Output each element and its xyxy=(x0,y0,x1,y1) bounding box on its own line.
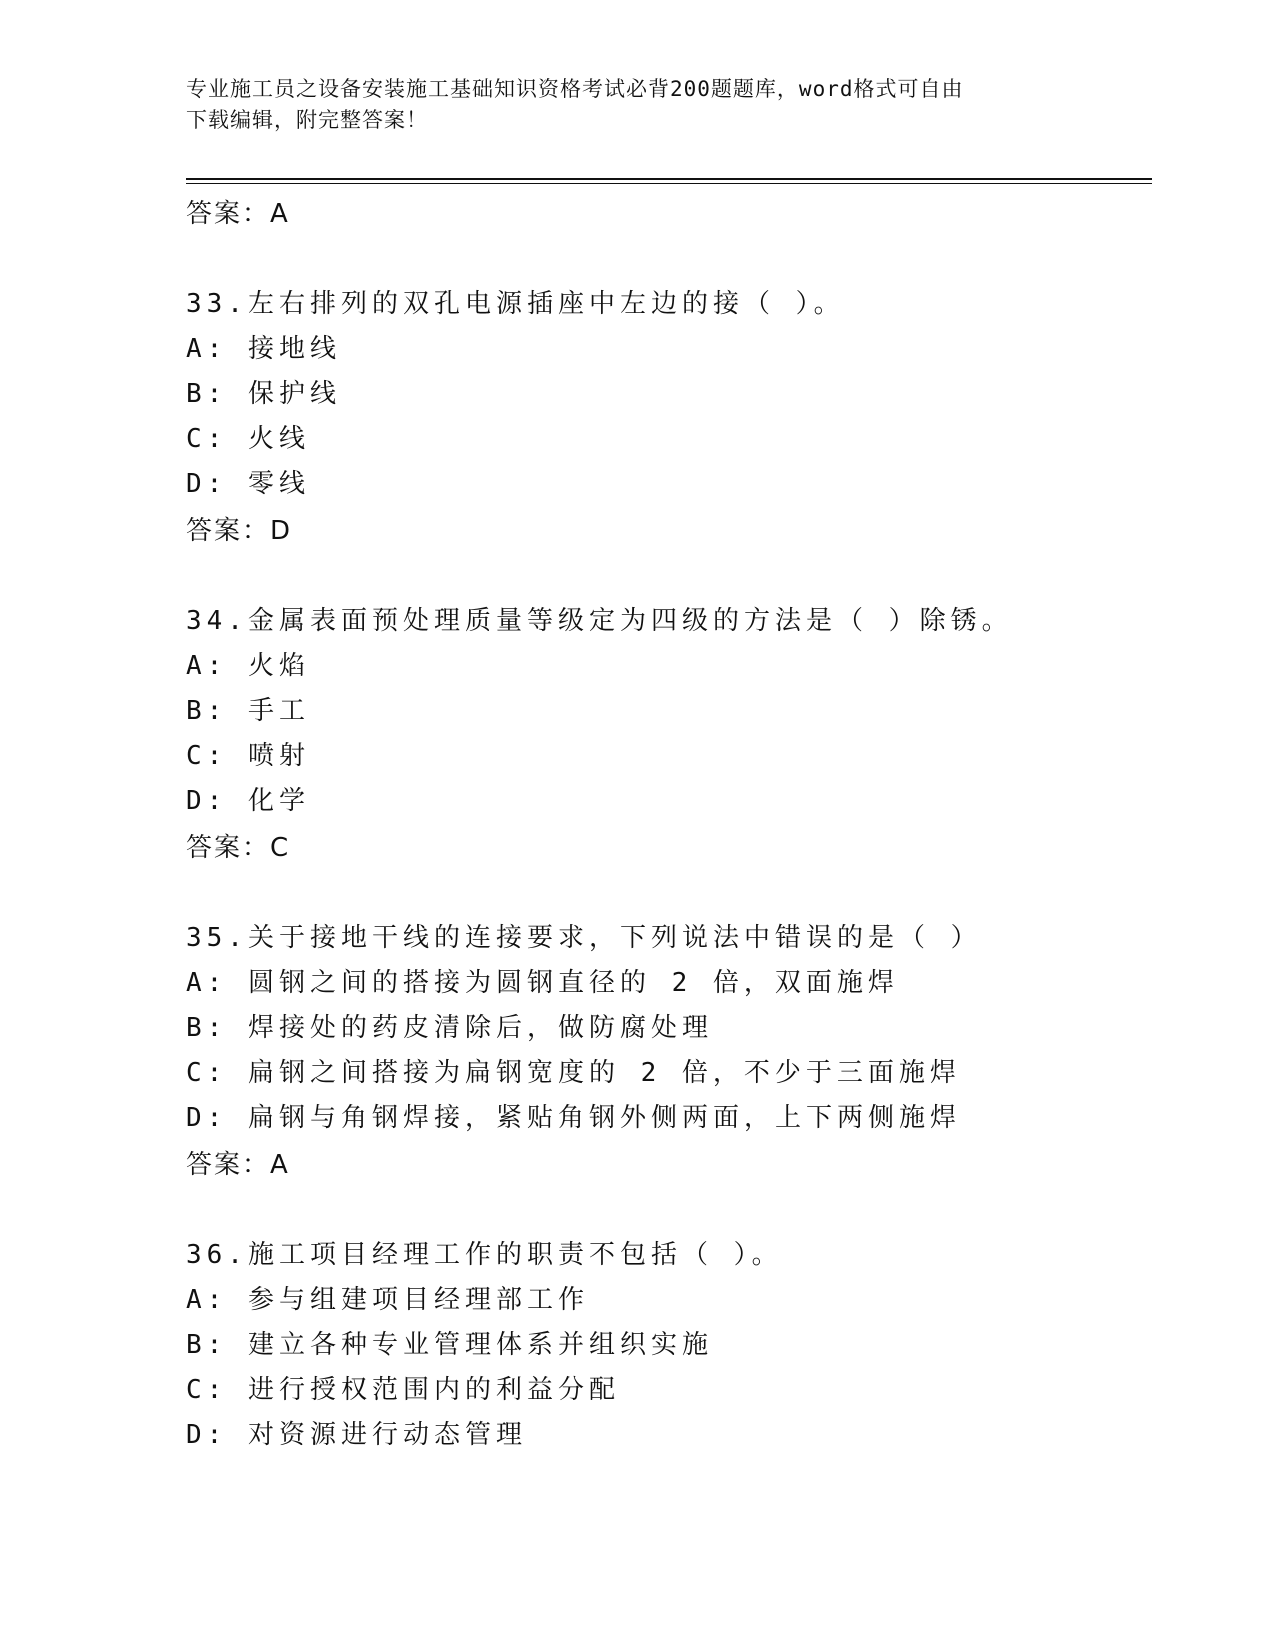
option-c: C: 火线 xyxy=(186,424,310,454)
header-line-1: 专业施工员之设备安装施工基础知识资格考试必背200题题库，word格式可自由 xyxy=(186,77,964,101)
option-a: A: 参与组建项目经理部工作 xyxy=(186,1285,589,1315)
question-34 xyxy=(186,599,1166,872)
question-35 xyxy=(186,916,1166,1189)
option-c: C: 喷射 xyxy=(186,741,310,771)
option-a: A: 圆钢之间的搭接为圆钢直径的 2 倍，双面施焊 xyxy=(186,968,899,998)
option-b: B: 焊接处的药皮清除后，做防腐处理 xyxy=(186,1013,713,1043)
question-stem: 35.关于接地干线的连接要求，下列说法中错误的是（ ） xyxy=(186,923,982,953)
option-b: B: 手工 xyxy=(186,696,310,726)
option-d: D: 化学 xyxy=(186,786,310,816)
option-d: D: 扁钢与角钢焊接，紧贴角钢外侧两面，上下两侧施焊 xyxy=(186,1103,961,1133)
header-line-2: 下载编辑，附完整答案！ xyxy=(186,108,428,132)
header-divider xyxy=(186,178,1152,180)
page-header xyxy=(186,74,1086,136)
question-stem: 36.施工项目经理工作的职责不包括（ ）。 xyxy=(186,1240,783,1270)
option-c: C: 进行授权范围内的利益分配 xyxy=(186,1375,620,1405)
question-stem: 33.左右排列的双孔电源插座中左边的接（ ）。 xyxy=(186,289,845,319)
option-a: A: 火焰 xyxy=(186,651,310,681)
option-d: D: 零线 xyxy=(186,469,310,499)
header-divider-thin xyxy=(186,183,1152,184)
answer-line: 答案：A xyxy=(186,1150,290,1180)
option-a: A: 接地线 xyxy=(186,334,341,364)
answer-line: 答案：C xyxy=(186,833,291,863)
answer-line: 答案：D xyxy=(186,516,293,546)
question-list xyxy=(186,190,1166,1458)
question-33 xyxy=(186,282,1166,555)
option-b: B: 保护线 xyxy=(186,379,341,409)
question-stem: 34.金属表面预处理质量等级定为四级的方法是（ ）除锈。 xyxy=(186,606,1013,636)
question-36 xyxy=(186,1233,1166,1458)
option-d: D: 对资源进行动态管理 xyxy=(186,1420,527,1450)
option-c: C: 扁钢之间搭接为扁钢宽度的 2 倍，不少于三面施焊 xyxy=(186,1058,961,1088)
option-b: B: 建立各种专业管理体系并组织实施 xyxy=(186,1330,713,1360)
answer-line: 答案：A xyxy=(186,199,290,229)
